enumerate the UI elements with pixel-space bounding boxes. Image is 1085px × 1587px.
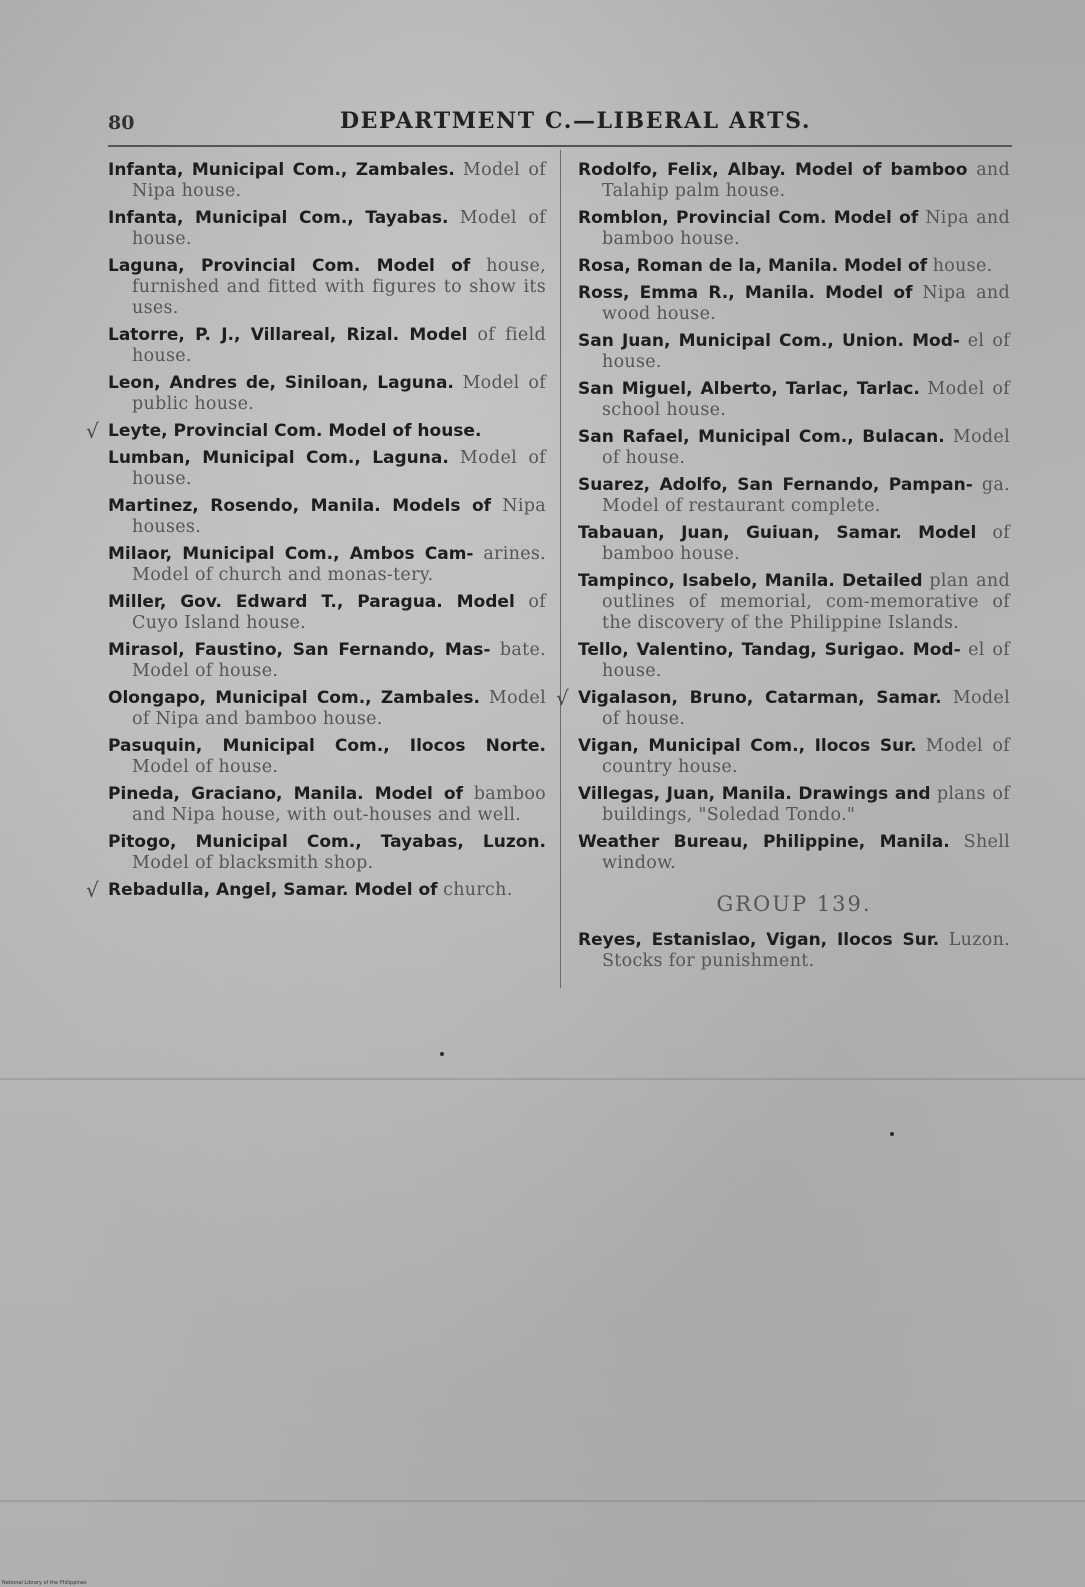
page-number: 80 (108, 112, 135, 134)
list-item (578, 160, 1010, 202)
entry-name: Miller, Gov. Edward T., Paragua. Model (108, 592, 515, 612)
entry-name: Tello, Valentino, Tandag, Surigao. Mod- (578, 640, 961, 660)
entry-name: Mirasol, Faustino, San Fernando, Mas- (108, 640, 491, 660)
entry-description: Model of house. (602, 427, 1010, 468)
list-item (108, 373, 546, 415)
entry-name: Suarez, Adolfo, San Fernando, Pampan- (578, 475, 973, 495)
entry-description: of field house. (132, 325, 546, 366)
ink-speck (890, 1132, 894, 1136)
list-item (108, 496, 546, 538)
list-item (578, 331, 1010, 373)
check-mark-icon: √ (556, 686, 569, 710)
list-item (578, 930, 1010, 972)
page-fold-line (0, 1078, 1085, 1080)
entry-name: Tampinco, Isabelo, Manila. Detailed (578, 571, 923, 591)
list-item (108, 160, 546, 202)
entry-description: Nipa and wood house. (602, 283, 1010, 324)
entry-name: Leyte, Provincial Com. Model of house. (108, 421, 482, 441)
list-item (108, 325, 546, 367)
group-title: GROUP 139. (716, 892, 872, 916)
list-item (578, 784, 1010, 826)
entry-description: house. (932, 256, 993, 276)
list-item (578, 283, 1010, 325)
list-item (578, 427, 1010, 469)
list-item (578, 523, 1010, 565)
page-header (108, 104, 1012, 144)
entry-description: Model of house. (132, 448, 546, 489)
running-head: DEPARTMENT C.—LIBERAL ARTS. (340, 108, 812, 134)
entry-name: Lumban, Municipal Com., Laguna. (108, 448, 449, 468)
list-item (86, 419, 546, 443)
list-item (108, 592, 546, 634)
entry-name: Infanta, Municipal Com., Zambales. (108, 160, 455, 180)
entry-name: Pineda, Graciano, Manila. Model of (108, 784, 463, 804)
entry-description: Luzon. Stocks for punishment. (602, 930, 1010, 971)
list-item (578, 571, 1010, 634)
entry-description: plans of buildings, "Soledad Tondo." (602, 784, 1010, 825)
entry-name: Rodolfo, Felix, Albay. Model of bamboo (578, 160, 968, 180)
entry-description: Model of Nipa house. (132, 160, 546, 201)
entry-name: Ross, Emma R., Manila. Model of (578, 283, 913, 303)
left-column (86, 160, 546, 907)
list-item (578, 256, 1010, 277)
entry-name: Rebadulla, Angel, Samar. Model of (108, 880, 438, 900)
list-item (578, 736, 1010, 778)
entry-name: San Juan, Municipal Com., Union. Mod- (578, 331, 960, 351)
entry-description: of bamboo house. (602, 523, 1010, 564)
list-item (108, 688, 546, 730)
entry-description: Nipa and bamboo house. (602, 208, 1010, 249)
list-item (108, 736, 546, 778)
entry-name: Leon, Andres de, Siniloan, Laguna. (108, 373, 454, 393)
list-item (556, 686, 1010, 730)
list-item (108, 208, 546, 250)
entry-description: arines. Model of church and monas-tery. (132, 544, 546, 585)
entry-name: Reyes, Estanislao, Vigan, Ilocos Sur. (578, 930, 940, 950)
list-item (108, 784, 546, 826)
entry-name: Weather Bureau, Philippine, Manila. (578, 832, 950, 852)
entry-description: Model of country house. (602, 736, 1010, 777)
check-mark-icon: √ (86, 878, 99, 902)
entry-description: Model of house. (602, 688, 1010, 729)
entry-description: plan and outlines of memorial, com-memorative of the discovery of the Philippine Islands. (602, 571, 1010, 633)
list-item (578, 475, 1010, 517)
entry-name: Tabauan, Juan, Guiuan, Samar. Model (578, 523, 977, 543)
entry-description: church. (443, 880, 513, 900)
header-rule (108, 145, 1012, 147)
entry-name: Pasuquin, Municipal Com., Ilocos Norte. (108, 736, 546, 756)
list-item (108, 832, 546, 874)
right-column (556, 160, 1010, 978)
check-mark-icon: √ (86, 419, 99, 443)
entry-name: Romblon, Provincial Com. Model of (578, 208, 919, 228)
list-item (108, 256, 546, 319)
entry-name: Vigalason, Bruno, Catarman, Samar. (578, 688, 942, 708)
entry-name: Martinez, Rosendo, Manila. Models of (108, 496, 492, 516)
page-fold-line (0, 1500, 1085, 1502)
entry-name: Pitogo, Municipal Com., Tayabas, Luzon. (108, 832, 546, 852)
entry-description: ga. Model of restaurant complete. (602, 475, 1010, 516)
list-item (578, 379, 1010, 421)
entry-name: Latorre, P. J., Villareal, Rizal. Model (108, 325, 468, 345)
entry-description: Shell window. (602, 832, 1010, 873)
list-item (578, 640, 1010, 682)
column-divider (560, 150, 561, 988)
entry-description: of Cuyo Island house. (132, 592, 546, 633)
entry-name: Infanta, Municipal Com., Tayabas. (108, 208, 449, 228)
list-item (578, 832, 1010, 874)
entry-name: Milaor, Municipal Com., Ambos Cam- (108, 544, 474, 564)
list-item (108, 448, 546, 490)
entry-description: Model of house. (132, 757, 279, 777)
entry-description: bamboo and Nipa house, with out-houses and well. (132, 784, 546, 825)
entry-description: Nipa houses. (132, 496, 546, 537)
list-item (578, 208, 1010, 250)
entry-name: San Rafael, Municipal Com., Bulacan. (578, 427, 945, 447)
group-entries (578, 930, 1010, 972)
ink-speck (440, 1052, 444, 1056)
entry-name: Rosa, Roman de la, Manila. Model of (578, 256, 928, 276)
entry-name: Laguna, Provincial Com. Model of (108, 256, 471, 276)
entry-name: Vigan, Municipal Com., Ilocos Sur. (578, 736, 917, 756)
entry-description: el of house. (602, 640, 1010, 681)
entry-name: Villegas, Juan, Manila. Drawings and (578, 784, 931, 804)
list-item (86, 878, 546, 902)
entry-description: Model of public house. (132, 373, 546, 414)
footer-note: National Library of the Philippines (2, 1580, 87, 1586)
entry-description: bate. Model of house. (132, 640, 546, 681)
entry-description: el of house. (602, 331, 1010, 372)
list-item (108, 640, 546, 682)
entry-name: San Miguel, Alberto, Tarlac, Tarlac. (578, 379, 920, 399)
entry-description: house, furnished and fitted with figures to show its uses. (132, 256, 546, 318)
entry-description: Model of school house. (602, 379, 1010, 420)
right-column-entries (556, 160, 1010, 874)
entry-description: Model of house. (132, 208, 546, 249)
entry-name: Olongapo, Municipal Com., Zambales. (108, 688, 480, 708)
entry-description: and Talahip palm house. (602, 160, 1010, 201)
entry-description: Model of blacksmith shop. (132, 853, 374, 873)
list-item (108, 544, 546, 586)
entry-description: Model of Nipa and bamboo house. (132, 688, 546, 729)
